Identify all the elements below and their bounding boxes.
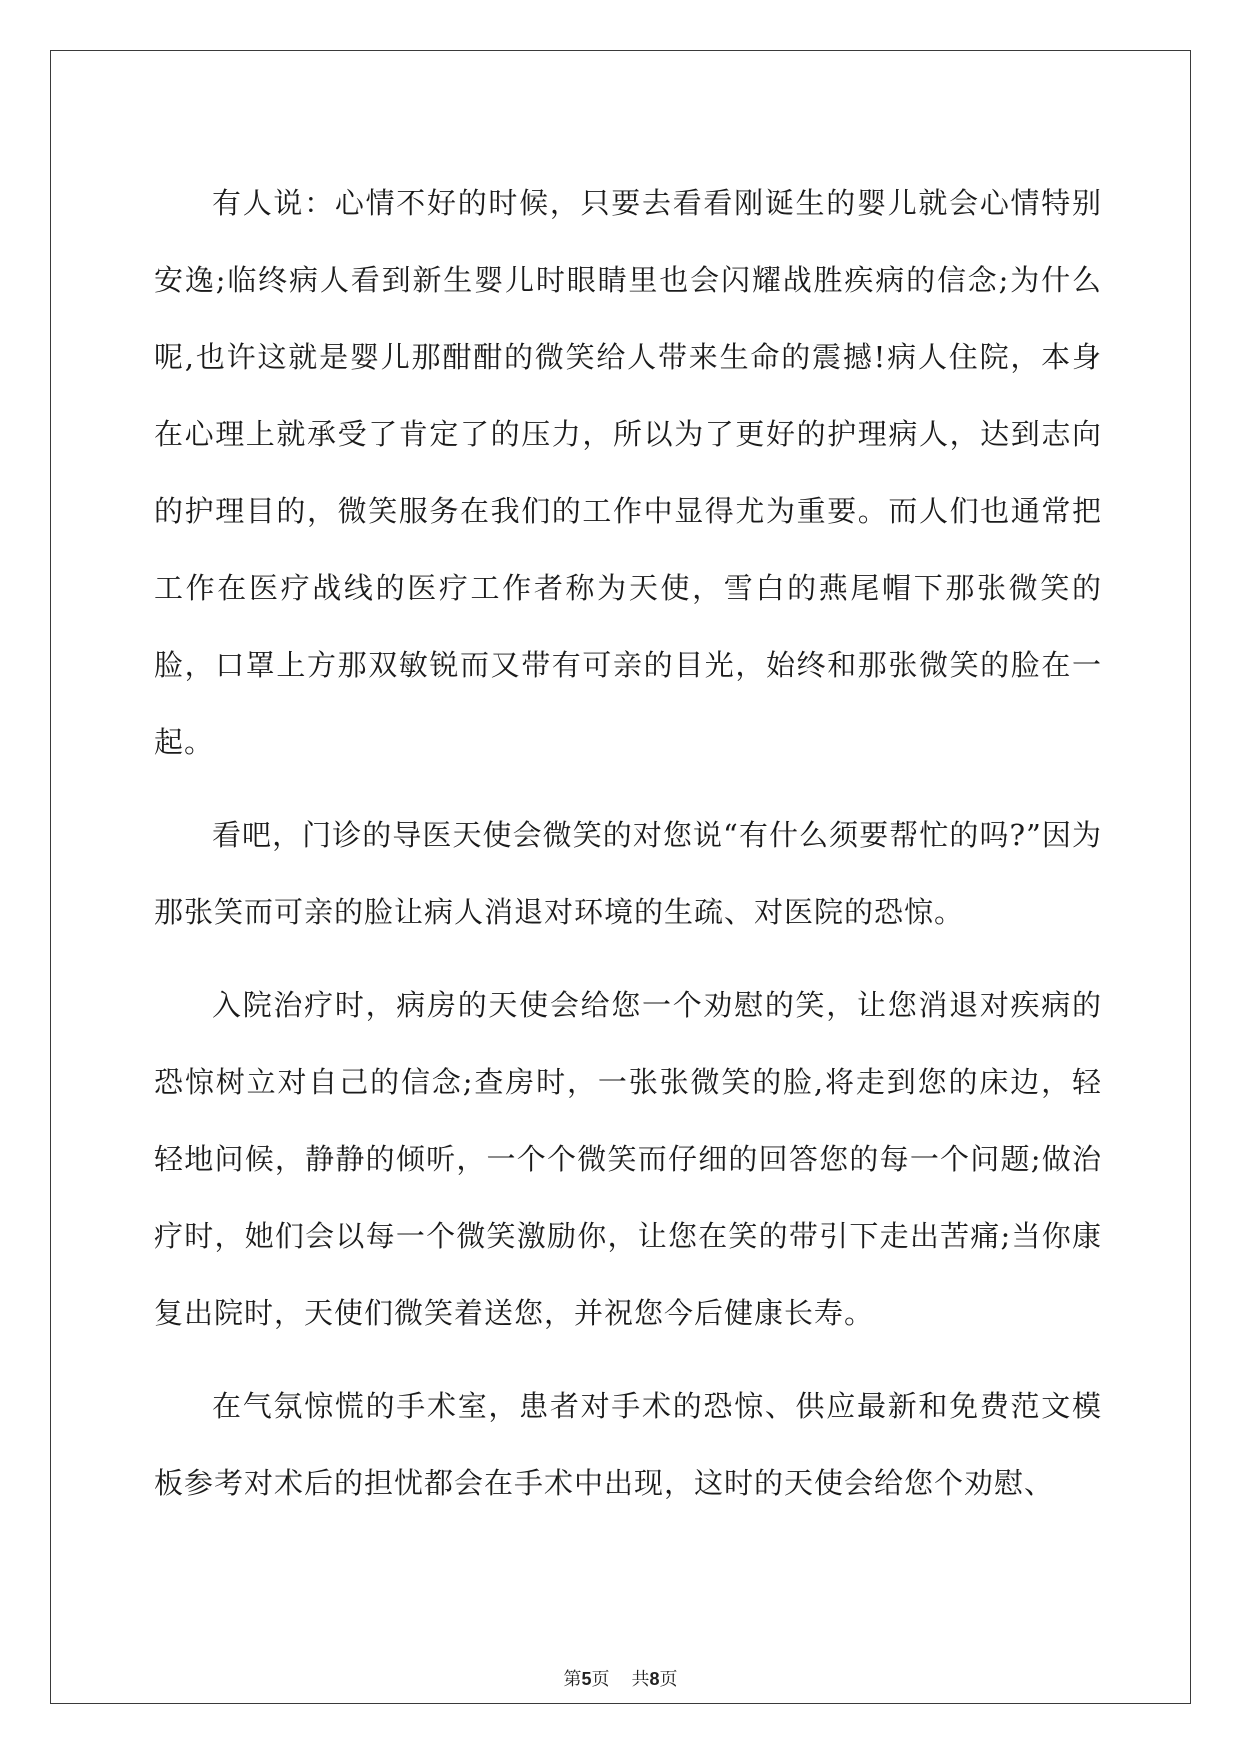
paragraph-1: 有人说：心情不好的时候，只要去看看刚诞生的婴儿就会心情特别安逸;临终病人看到新生婴儿时眼睛里也会闪耀战胜疾病的信念;为什么呢,也许这就是婴儿那酣酣的微笑给人带来生命的震撼!病人住院，本身在心理上就承受了肯定了的压力，所以为了更好的护理病人，达到志向的护理目的，微笑服务在我们的工作中显得尤为重要。而人们也通常把工作在医疗战线的医疗工作者称为天使，雪白的燕尾帽下那张微笑的脸，口罩上方那双敏锐而又带有可亲的目光，始终和那张微笑的脸在一起。	[154, 186, 1102, 759]
footer-total-prefix: 共	[631, 1669, 650, 1690]
footer-prefix: 第	[563, 1669, 582, 1690]
paragraph-2: 看吧，门诊的导医天使会微笑的对您说“有什么须要帮忙的吗?”因为那张笑而可亲的脸让病人消退对环境的生疏、对医院的恐惊。	[154, 818, 1102, 929]
total-page-number: 8	[649, 1669, 660, 1689]
footer-total-suffix: 页	[659, 1669, 678, 1690]
page-footer	[0, 1665, 1241, 1691]
current-page-number: 5	[581, 1669, 592, 1689]
paragraph-3: 入院治疗时，病房的天使会给您一个劝慰的笑，让您消退对疾病的恐惊树立对自己的信念;查房时，一张张微笑的脸,将走到您的床边，轻轻地问候，静静的倾听，一个个微笑而仔细的回答您的每一个问题;做治疗时，她们会以每一个微笑激励你，让您在笑的带引下走出苦痛;当你康复出院时，天使们微笑着送您，并祝您今后健康长寿。	[154, 988, 1102, 1330]
paragraph-4: 在气氛惊慌的手术室，患者对手术的恐惊、供应最新和免费范文模板参考对术后的担忧都会在手术中出现，这时的天使会给您个劝慰、	[154, 1389, 1102, 1500]
document-body	[154, 165, 1102, 1538]
footer-page-suffix: 页	[591, 1669, 610, 1690]
